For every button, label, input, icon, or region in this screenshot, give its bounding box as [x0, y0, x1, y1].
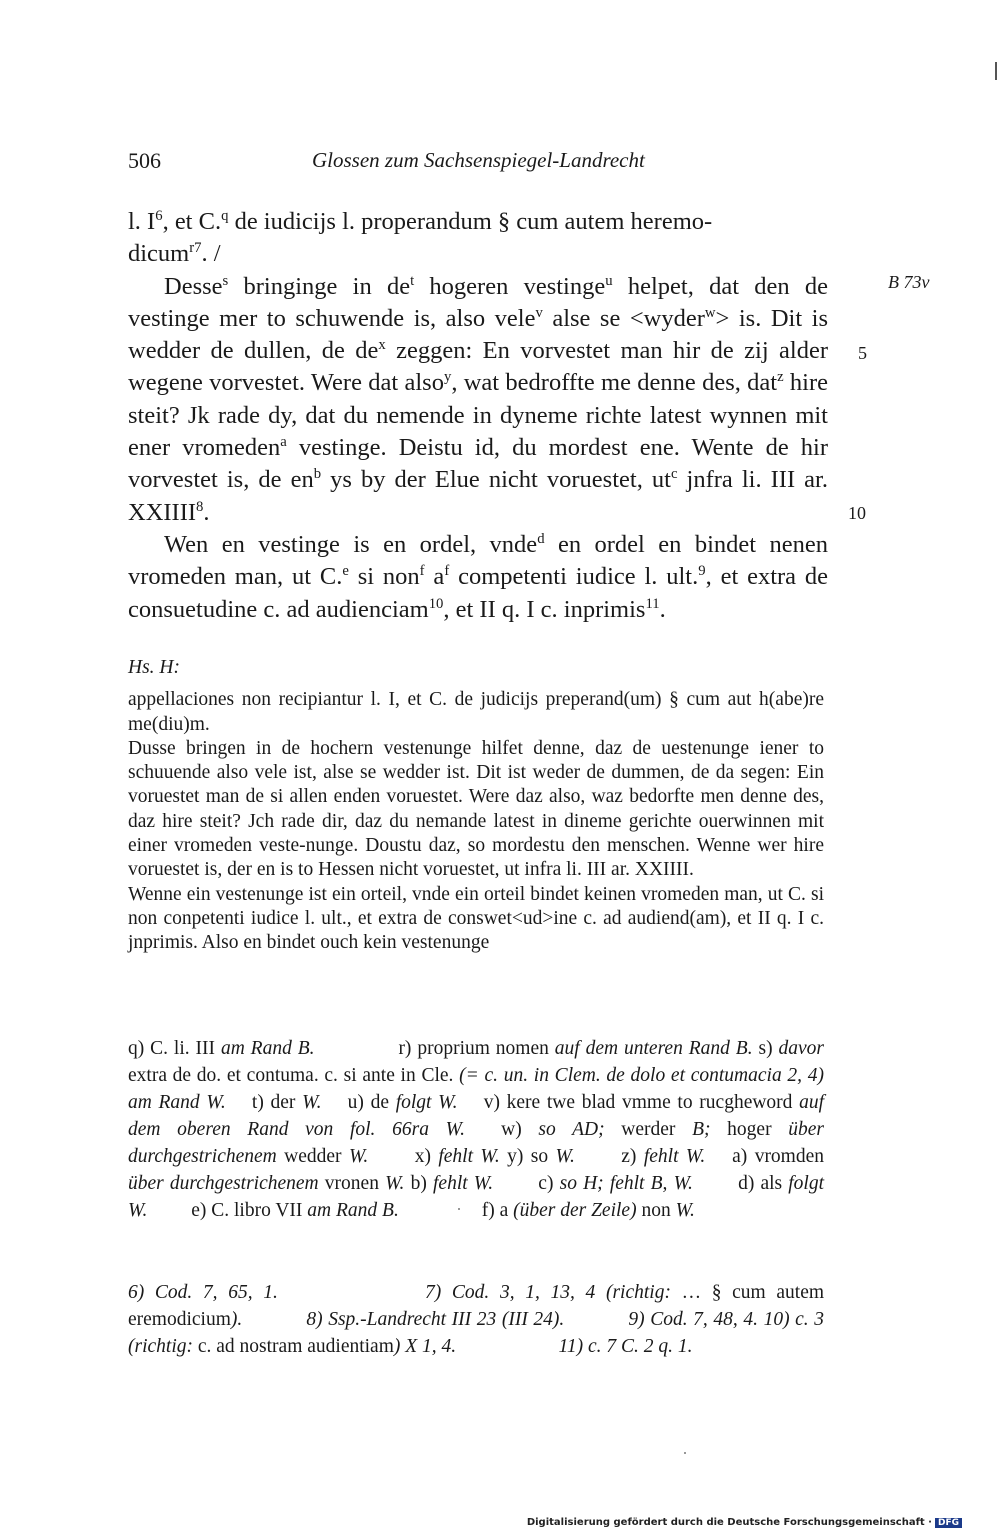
- running-title: Glossen zum Sachsenspiegel-Landrecht: [312, 148, 645, 172]
- line-number-10: 10: [848, 503, 866, 523]
- digitization-credit: Digitalisierung gefördert durch die Deutsche Forschungsgemeinschaft · DFG: [527, 1517, 962, 1528]
- footnotes: [128, 1279, 824, 1360]
- dfg-logo: DFG: [935, 1518, 962, 1528]
- manuscript-paragraph-1: appellaciones non recipiantur l. I, et C. de judicijs preperand(um) § cum aut h(abe)re me(diu)m.: [128, 689, 824, 735]
- speck-mark: [684, 1452, 686, 1454]
- apparatus-notes: q) C. li. III am Rand B. r) proprium nomen auf dem unteren Rand B. s) davor extra de do. et contuma. c. si ante in Cle. (= c. un. in Clem. de dolo et contumacia 2, 4) am Rand W. t) der W. u) de folgt W. v) kere twe blad vmme to rucgheword auf dem oberen Rand von fol. 66ra W. w) so AD; werder B; hoger über durchgestrichenem wedder W. x) fehlt W. y) so W. z) fehlt W. a) vromden über durchgestrichenem vronen W. b) fehlt W. c) so H; fehlt B, W. d) als folgt W. e) C. libro VII am Rand B. f) a (über der Zeile) non W.: [128, 1038, 825, 1221]
- manuscript-paragraph-2: Dusse bringen in de hochern vestenunge hilfet denne, daz de uestenunge iener to schuuende also vele ist, alse se wedder ist. Dit ist weder de dummen, de da segen: Ein voruestet man de si allen enden voruestet. Were daz also, waz bedorfte men denne des, daz hire steit? Jch rade dir, daz du nemande latest in dineme gerichte ouerwinnen mit einer vromeden veste-nunge. Doustu daz, so mordestu den menschen. Wenne wer hire voruestet is, der en is to Hessen nicht voruestet, ut infra li. III ar. XXIIII.: [128, 737, 824, 881]
- manuscript-h-section: [128, 656, 824, 956]
- scan-mark: [995, 62, 997, 80]
- page-number: 506: [128, 148, 161, 173]
- line-number-5: 5: [858, 343, 867, 363]
- critical-apparatus: [128, 1035, 824, 1224]
- speck-mark: [458, 1208, 460, 1210]
- manuscript-paragraph-3: Wenne ein vestenunge ist ein orteil, vnde ein orteil bindet keinen vromeden man, ut C. si non conpetenti iudice l. ult., et extra de conswet<ud>ine c. ad audiend(am), et II q. I c. jnprimis. Also en bindet ouch kein vestenunge: [128, 883, 824, 954]
- main-text: [128, 206, 828, 626]
- main-paragraph-2: Desse$^s$ bringinge in $de^t$ hogeren vestinge$^u$ helpet, dat den de vestinge mer to schuwende is, also vele$^v$ alse se <wyder$^w$> is. Dit is wedder de dullen, de $de^x$ zeggen: En vorvestet man hir de zij alder wegene vorvestet. Were dat also$^y$, wat bedroffte me denne des, dat$^z$ hire steit? Jk rade dy, dat du nemende in dyneme richte latest wynnen mit ener vromeden$^a$ vestinge. Deistu id, du mordest ene. Wente de hir vorvestet is, de $en^b$ ys by der Elue nicht voruestet, $ut^c$ jnfra li. III ar. XXIIII$^8$.: [128, 272, 829, 526]
- main-paragraph-3: Wen en vestinge is en ordel, vnde$^d$ en ordel en bindet nenen vromeden man, ut C.$^e$ si non$^f$ $a^f$ competenti iudice l. ult.$^9$, et extra de consuetudine c. ad audienciam$^{10}$, et II q. I c. inprimis$^{11}$.: [128, 530, 829, 623]
- main-paragraph-1: l. $I^6$, et C.$^q$ de iudicijs l. properandum § cum autem heremo- dicum$^{r7}$. /: [128, 207, 713, 268]
- manuscript-label: Hs. H:: [128, 657, 180, 678]
- footnote-list: 6) Cod. 7, 65, 1. 7) Cod. 3, 1, 13, 4 (richtig: … § cum autem eremodicium). 8) Ssp.-Landrecht III 23 (III 24). 9) Cod. 7, 48, 4. 10) c. 3 (richtig: c. ad nostram audientiam) X 1, 4. 11) c. 7 C. 2 q. 1.: [128, 1282, 825, 1357]
- folio-marker: B 73v: [888, 272, 930, 292]
